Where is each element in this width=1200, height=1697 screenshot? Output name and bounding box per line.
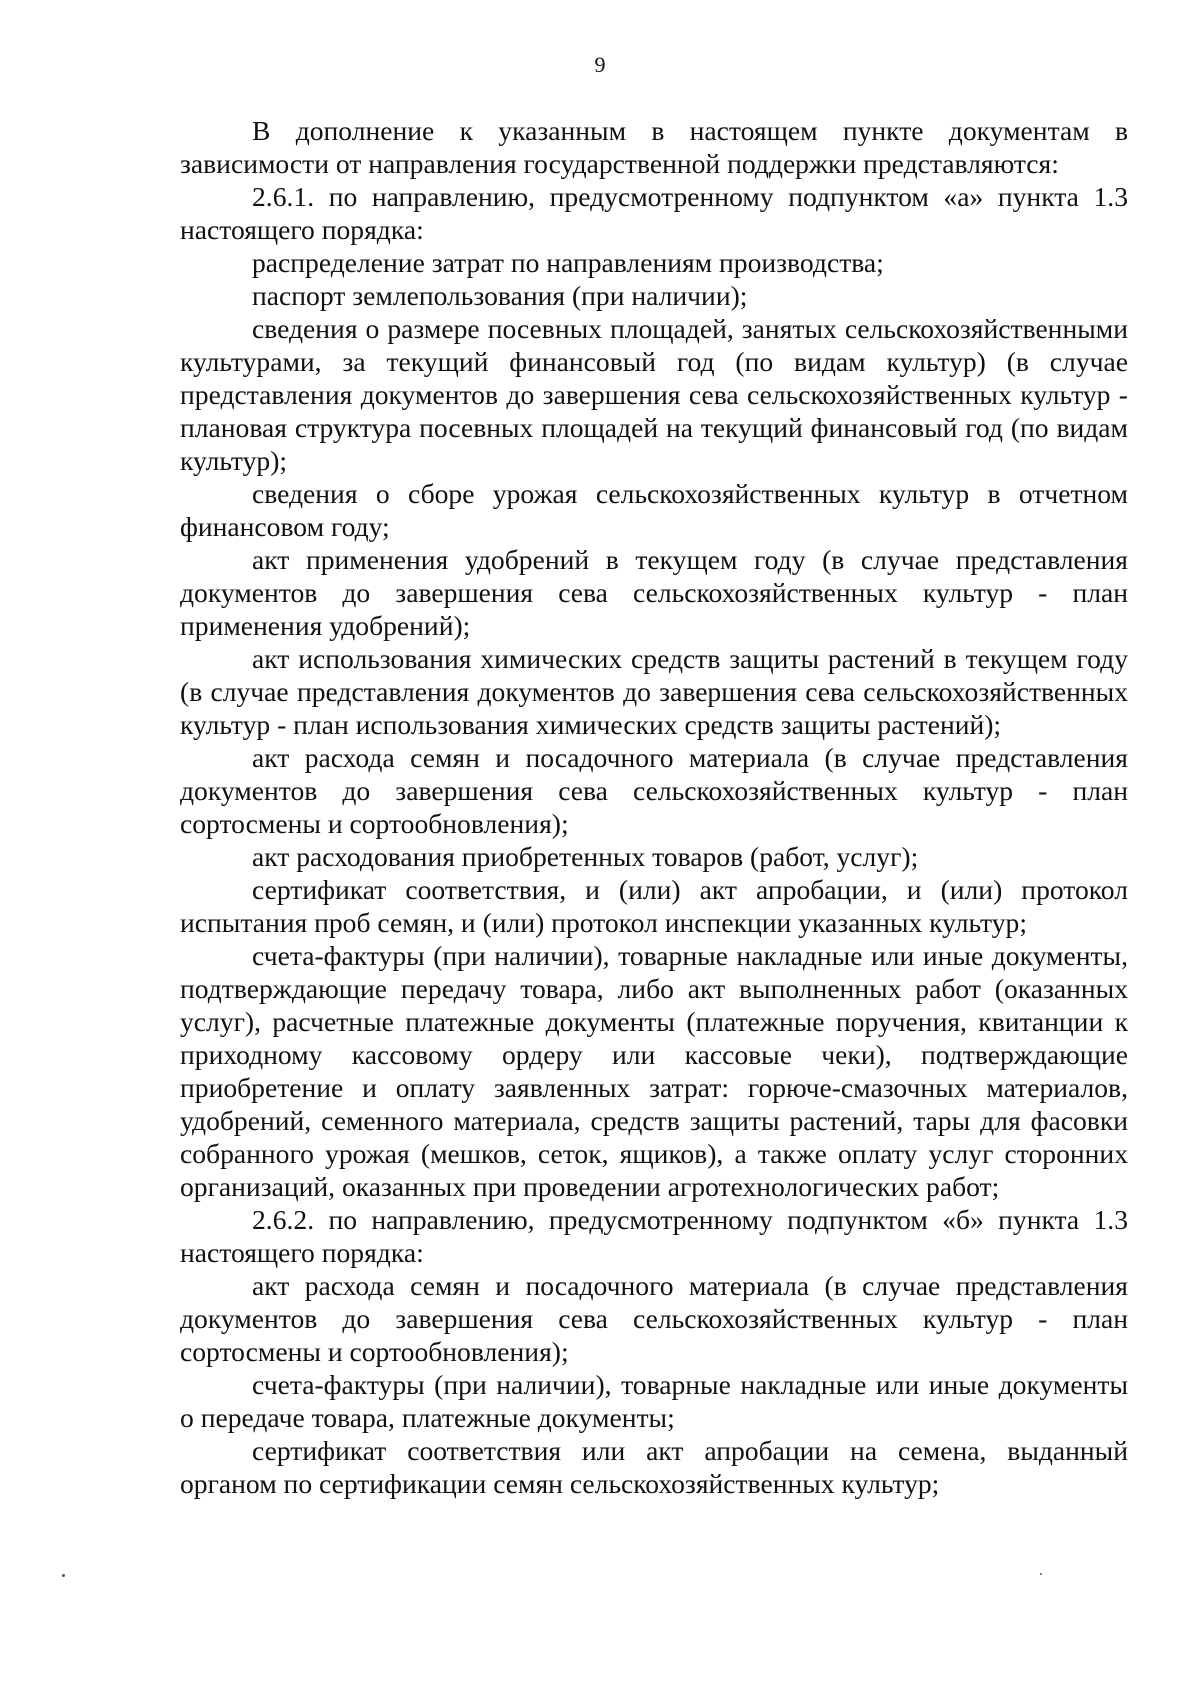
list-item: сведения о сборе урожая сельскохозяйственных культур в отчетном финансовом году; [180, 478, 1128, 542]
section-2-6-1-heading: 2.6.1. по направлению, предусмотренному подпунктом «а» пункта 1.3 настоящего порядка: [180, 181, 1128, 245]
list-item: акт расхода семян и посадочного материала (в случае представления документов до завершения сева сельскохозяйственных культур - план сортосмены и сортообновления); [180, 1270, 1128, 1367]
list-item: сведения о размере посевных площадей, занятых сельскохозяйственными культурами, за текущий финансовый год (по видам культур) (в случае представления документов до завершения сева сельскохозяйственных культур - плановая структура посевных площадей на текущий финансовый год (по видам культур); [180, 313, 1128, 476]
section-2-6-2-heading: 2.6.2. по направлению, предусмотренному подпунктом «б» пункта 1.3 настоящего порядка: [180, 1204, 1128, 1268]
list-item: акт применения удобрений в текущем году (в случае представления документов до завершения сева сельскохозяйственных культур - план применения удобрений); [180, 544, 1128, 641]
list-item: акт использования химических средств защиты растений в текущем году (в случае представления документов до завершения сева сельскохозяйственных культур - план использования химических средств защиты растений); [180, 643, 1128, 740]
intro-paragraph: В дополнение к указанным в настоящем пункте документам в зависимости от направления государственной поддержки представляются: [180, 115, 1128, 179]
list-item: акт расходования приобретенных товаров (работ, услуг); [252, 841, 919, 872]
page-number: 9 [594, 52, 606, 77]
document-body [180, 114, 1128, 1500]
list-item: паспорт землепользования (при наличии); [252, 280, 748, 311]
list-item: сертификат соответствия, и (или) акт апробации, и (или) протокол испытания проб семян, и (или) протокол инспекции указанных культур; [180, 874, 1128, 938]
list-item: акт расхода семян и посадочного материала (в случае представления документов до завершения сева сельскохозяйственных культур - план сортосмены и сортообновления); [180, 742, 1128, 839]
scan-speck [62, 1574, 65, 1577]
list-item: счета-фактуры (при наличии), товарные накладные или иные документы о передаче товара, платежные документы; [180, 1369, 1128, 1433]
list-item: распределение затрат по направлениям производства; [252, 247, 884, 278]
scan-speck [1040, 1573, 1042, 1575]
list-item: счета-фактуры (при наличии), товарные накладные или иные документы, подтверждающие передачу товара, либо акт выполненных работ (оказанных услуг), расчетные платежные документы (платежные поручения, квитанции к приходному кассовому ордеру или кассовые чеки), подтверждающие приобретение и оплату заявленных затрат: горюче-смазочных материалов, удобрений, семенного материала, средств защиты растений, тары для фасовки собранного урожая (мешков, сеток, ящиков), а также оплату услуг сторонних организаций, оказанных при проведении агротехнологических работ; [180, 940, 1128, 1202]
list-item: сертификат соответствия или акт апробации на семена, выданный органом по сертификации семян сельскохозяйственных культур; [180, 1435, 1128, 1499]
